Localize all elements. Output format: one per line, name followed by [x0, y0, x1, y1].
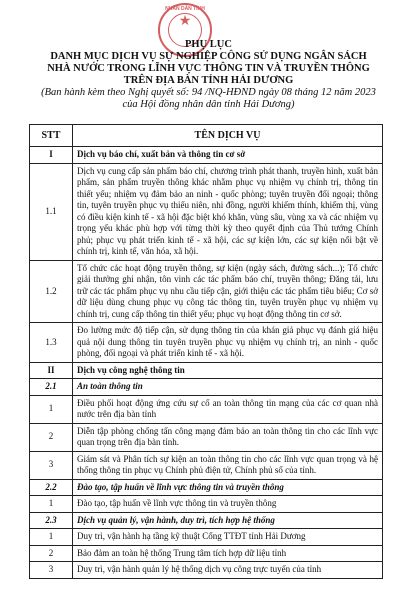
row-number: 2.3: [30, 512, 73, 529]
row-service-name: Bảo đảm an toàn hệ thống Trung tâm tích hợp dữ liệu tỉnh: [73, 545, 383, 562]
table-row: [30, 163, 383, 260]
row-number: 2: [30, 545, 73, 562]
table-row: [30, 545, 383, 562]
row-service-name: Duy trì, vận hành hạ tầng kỹ thuật Cổng TTĐT tỉnh Hải Dương: [73, 529, 383, 546]
row-service-name: Đo lường mức độ tiếp cận, sử dụng thông tin của khán giả phục vụ đánh giá hiệu quả nội dung thông tin tuyên truyền phục vụ nhiệm vụ chính trị, an ninh - quốc phòng, đối ngoại và phát triển kinh tế - xã hội.: [73, 323, 383, 363]
row-number: 1.1: [30, 163, 73, 260]
table-row: [30, 395, 383, 423]
document-header: [0, 39, 417, 111]
row-service-name: Giám sát và Phân tích sự kiện an toàn thông tin cho các lĩnh vực quan trọng và hệ thống thông tin phục vụ Chính phủ điện tử, Chính phủ số của tỉnh.: [73, 451, 383, 479]
header-service-name: TÊN DỊCH VỤ: [73, 125, 383, 147]
annex-title: PHỤ LỤC: [185, 39, 232, 50]
row-service-name: Đào tạo, tập huấn về lĩnh vực thông tin và truyền thông: [73, 479, 383, 496]
row-service-name: Tổ chức các hoạt động truyền thông, sự kiện (ngày sách, đường sách...); Tổ chức giải thưởng ghi nhận, tôn vinh các tác phẩm báo chí, truyền thông; Đăng tải, lưu trữ các tác phẩm phục vụ nhu cầu tiếp cận, giới thiệu các tác phẩm tiêu biểu; Cơ sở dữ liệu dùng chung phục vụ công tác thông tin, tuyên truyền phục vụ nhiệm vụ chính trị, cung cấp thông tin thiết yếu; phục vụ hoạt động thông tin cơ sở.: [73, 260, 383, 323]
section-row: [30, 147, 383, 164]
seal-text: NHÂN DÂN TỈNH: [165, 6, 205, 12]
row-service-name: Diễn tập phòng chống tấn công mạng đảm bảo an toàn thông tin cho các lĩnh vực quan trọng trên địa bàn tỉnh.: [73, 423, 383, 451]
row-service-name: Dịch vụ báo chí, xuất bản và thông tin cơ sở: [73, 147, 383, 164]
row-number: II: [30, 362, 73, 379]
table-row: [30, 423, 383, 451]
issued-note-1: (Ban hành kèm theo Nghị quyết số: 94 /NQ-HĐND ngày 08 tháng 12 năm 2023: [41, 87, 376, 98]
title-line-2: NHÀ NƯỚC TRONG LĨNH VỰC THÔNG TIN VÀ TRUYỀN THÔNG: [47, 63, 370, 74]
issued-note-2: của Hội đồng nhân dân tỉnh Hải Dương): [122, 99, 295, 110]
row-number: 2.1: [30, 379, 73, 396]
title-line-1: DANH MỤC DỊCH VỤ SỰ NGHIỆP CÔNG SỬ DỤNG NGÂN SÁCH: [50, 51, 367, 62]
row-service-name: Đào tạo, tập huấn về lĩnh vực thông tin và truyền thông: [73, 496, 383, 513]
subsection-row: [30, 479, 383, 496]
row-number: 3: [30, 451, 73, 479]
row-service-name: Dịch vụ cung cấp sản phẩm báo chí, chương trình phát thanh, truyền hình, xuất bản phẩm, sản phẩm truyền thông khác nhằm phục vụ nhiệm vụ chính trị, thông tin thiết yếu; nhiệm vụ đảm bảo an ninh - quốc phòng; tuyên truyền đối ngoại; thông tin, tuyên truyền phục vụ thiếu niên, nhi đồng, người khiếm thính, khiếm thị, vùng có điều kiện kinh tế - xã hội đặc biệt khó khăn, vùng sâu, vùng xa và các nhiệm vụ trọng yếu khác phù hợp với từng thời kỳ theo quyết định của Thủ tướng Chính phủ; phục vụ phát triển kinh tế - xã hội, các sự kiện lớn, các sự kiện nổi bật về chính trị, kinh tế, văn hóa, xã hội.: [73, 163, 383, 260]
table-row: [30, 496, 383, 513]
row-service-name: An toàn thông tin: [73, 379, 383, 396]
row-number: 1.2: [30, 260, 73, 323]
table-row: [30, 529, 383, 546]
table-header-row: [30, 125, 383, 147]
title-line-3: TRÊN ĐỊA BÀN TỈNH HẢI DƯƠNG: [123, 75, 294, 86]
row-number: 3: [30, 562, 73, 579]
row-number: I: [30, 147, 73, 164]
row-number: 2.2: [30, 479, 73, 496]
star-icon: ★: [178, 14, 192, 29]
row-service-name: Duy trì, vận hành quản lý hệ thống dịch vụ công trực tuyến của tỉnh: [73, 562, 383, 579]
row-number: 1: [30, 395, 73, 423]
row-service-name: Dịch vụ quản lý, vận hành, duy trì, tích hợp hệ thống: [73, 512, 383, 529]
header-stt: STT: [30, 125, 73, 147]
subsection-row: [30, 379, 383, 396]
section-row: [30, 362, 383, 379]
table-row: [30, 451, 383, 479]
row-service-name: Điều phối hoạt động ứng cứu sự cố an toàn thông tin mạng của các cơ quan nhà nước trên địa bàn tỉnh: [73, 395, 383, 423]
table-row: [30, 562, 383, 579]
row-service-name: Dịch vụ công nghệ thông tin: [73, 362, 383, 379]
subsection-row: [30, 512, 383, 529]
service-table: [29, 124, 383, 579]
table-row: [30, 323, 383, 363]
table-body: [30, 147, 383, 579]
row-number: 1: [30, 496, 73, 513]
row-number: 2: [30, 423, 73, 451]
table-row: [30, 260, 383, 323]
row-number: 1: [30, 529, 73, 546]
row-number: 1.3: [30, 323, 73, 363]
